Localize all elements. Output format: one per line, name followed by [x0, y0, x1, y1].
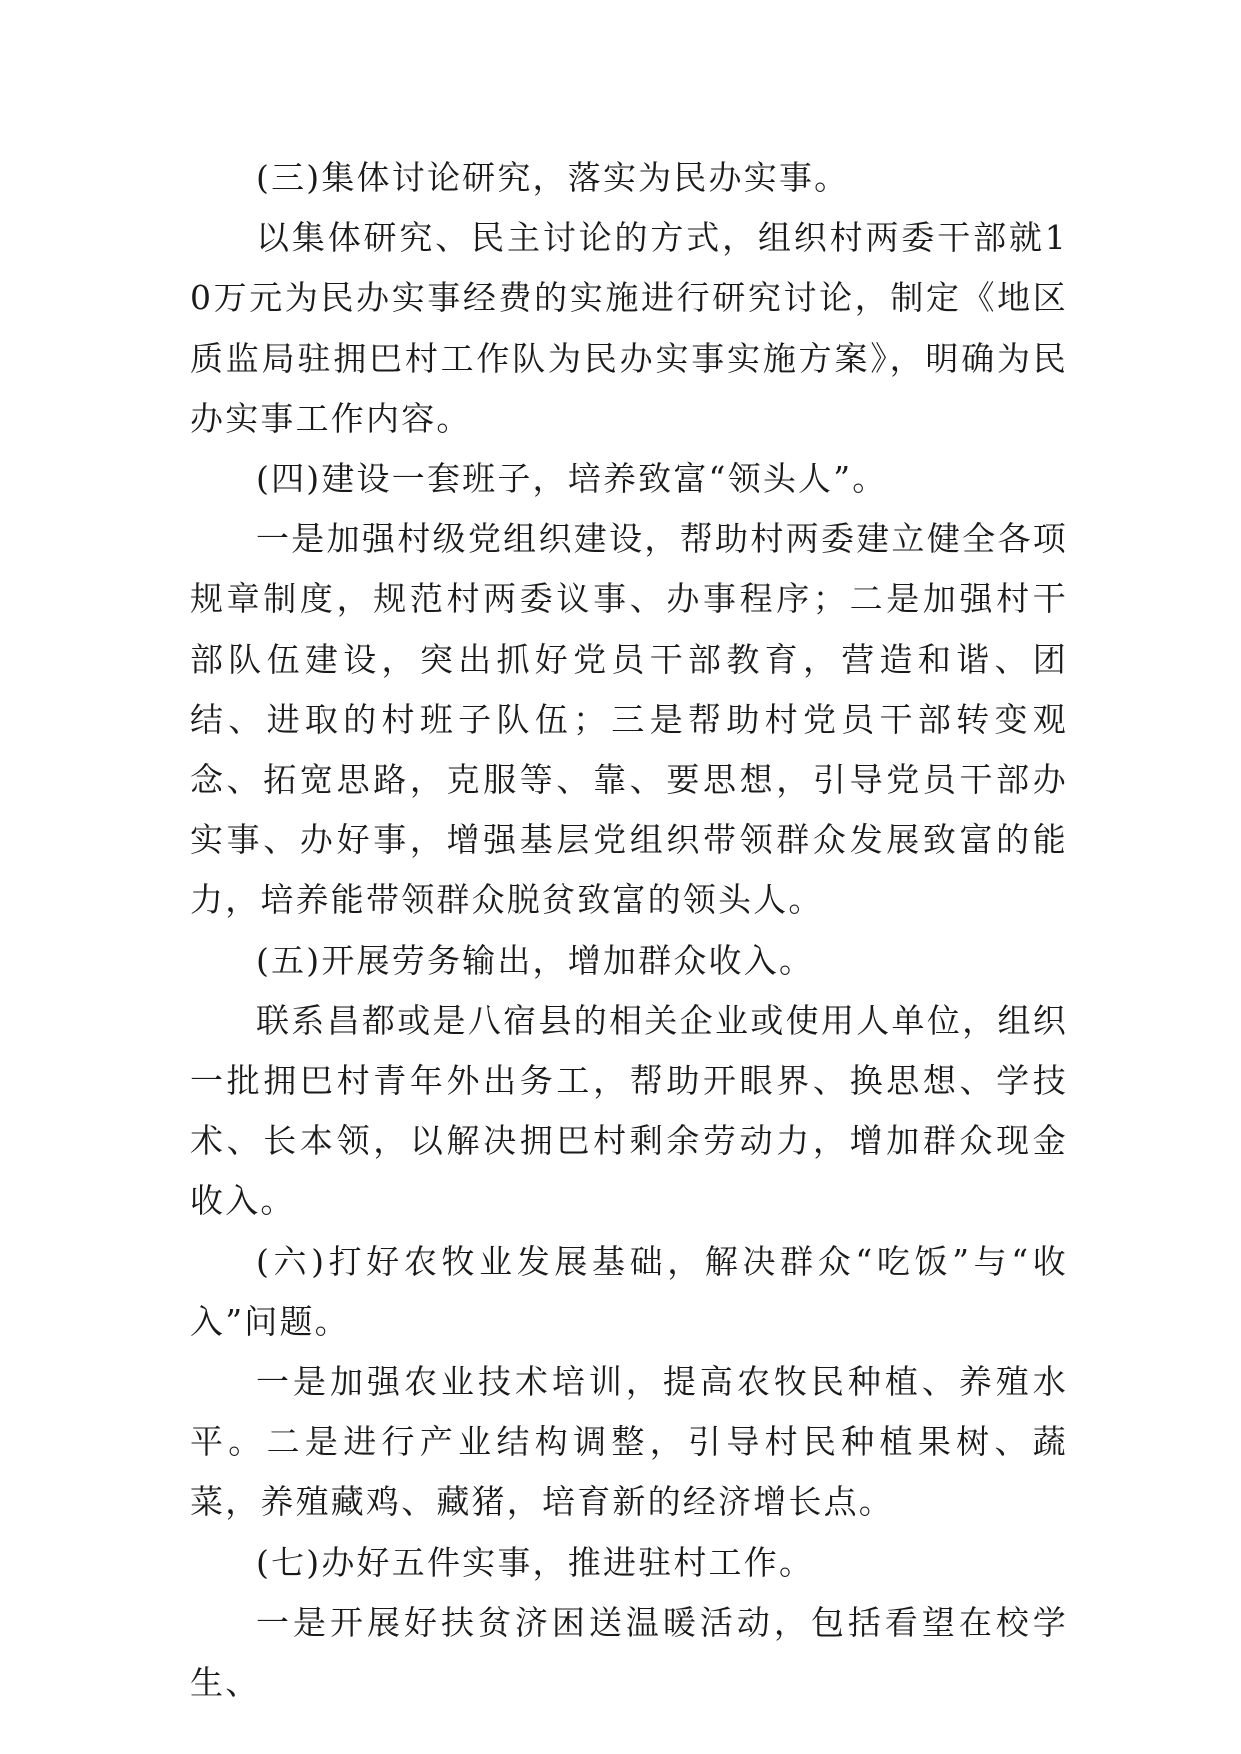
section-body-6: 一是加强农业技术培训，提高农牧民种植、养殖水平。二是进行产业结构调整，引导村民种植果树、蔬菜，养殖藏鸡、藏猪，培育新的经济增长点。	[190, 1362, 1068, 1522]
section-body-4: 一是加强村级党组织建设，帮助村两委建立健全各项规章制度，规范村两委议事、办事程序；二是加强村干部队伍建设，突出抓好党员干部教育，营造和谐、团结、进取的村班子队伍；三是帮助村党员干部转变观念、拓宽思路，克服等、靠、要思想，引导党员干部办实事、办好事，增强基层党组织带领群众发展致富的能力，培养能带领群众脱贫致富的领头人。	[190, 519, 1068, 920]
section-body-3: 以集体研究、民主讨论的方式，组织村两委干部就10万元为民办实事经费的实施进行研究讨论，制定《地区质监局驻拥巴村工作队为民办实事实施方案》，明确为民办实事工作内容。	[190, 218, 1068, 438]
section-body-7: 一是开展好扶贫济困送温暖活动，包括看望在校学生、	[190, 1602, 1068, 1703]
section-body-5: 联系昌都或是八宿县的相关企业或使用人单位，组织一批拥巴村青年外出务工，帮助开眼界、换思想、学技术、长本领，以解决拥巴村剩余劳动力，增加群众现金收入。	[190, 1000, 1068, 1221]
section-heading-7: (七)办好五件实事，推进驻村工作。	[256, 1542, 815, 1582]
section-heading-3: (三)集体讨论研究，落实为民办实事。	[256, 158, 850, 197]
section-heading-5: (五)开展劳务输出，增加群众收入。	[256, 940, 815, 980]
section-heading-6: (六)打好农牧业发展基础，解决群众“吃饭”与“收入”问题。	[190, 1241, 1068, 1341]
section-heading-4: (四)建设一套班子，培养致富“领头人”。	[256, 459, 888, 499]
document-page	[190, 148, 1068, 1713]
